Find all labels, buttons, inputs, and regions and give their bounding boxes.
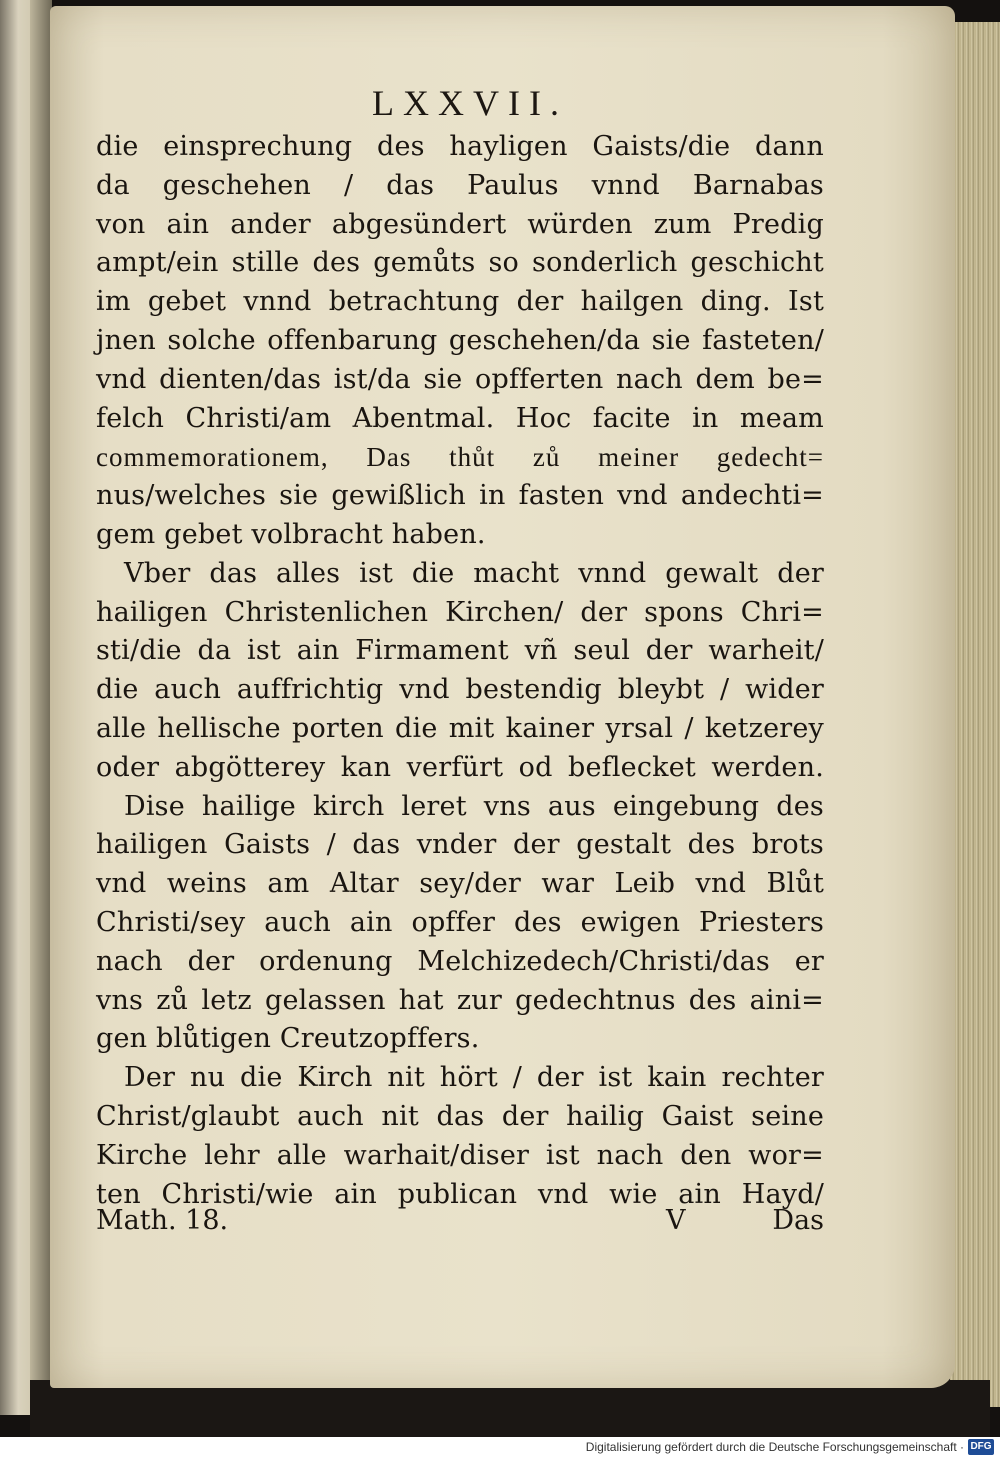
- text-line: da geschehen / das Paulus vnnd Barnabas: [96, 169, 824, 201]
- text-line: jnen solche offenbarung geschehen/da sie fasteten/: [96, 324, 824, 356]
- text-line: vnd dienten/das ist/da sie opfferten nach dem be=: [96, 363, 824, 395]
- page-bottom-row: [96, 1205, 824, 1245]
- text-line: gem gebet volbracht haben.: [96, 518, 486, 550]
- text-line: ampt/ein stille des gemůts so sonderlich geschicht: [96, 247, 824, 279]
- dfg-logo-icon: DFG: [968, 1439, 994, 1455]
- catchword: Das: [772, 1205, 824, 1236]
- text-line: oder abgötterey kan verfürt od beflecket werden.: [96, 751, 824, 783]
- text-line: Christ/glaubt auch nit das der hailig Gaist seine: [96, 1100, 824, 1132]
- book-gutter: [30, 0, 52, 1415]
- text-line: hailigen Christenlichen Kirchen/ der spons Chri=: [96, 596, 824, 628]
- text-line: von ain ander abgesündert würden zum Predig: [96, 208, 824, 240]
- text-line: Dise hailige kirch leret vns aus eingebung des: [124, 790, 824, 822]
- text-line: nach der ordenung Melchizedech/Christi/das er: [96, 945, 824, 977]
- funding-credit: Digitalisierung gefördert durch die Deutsche Forschungsgemeinschaft ·: [585, 1440, 964, 1454]
- text-line: vnd weins am Altar sey/der war Leib vnd Blůt: [96, 868, 824, 900]
- text-line: sti/die da ist ain Firmament vñ seul der warheit/: [96, 635, 824, 667]
- text-block: [96, 128, 824, 1214]
- text-line: Vber das alles ist die macht vnnd gewalt der: [124, 557, 824, 589]
- text-line: Der nu die Kirch nit hört / der ist kain rechter: [124, 1062, 824, 1094]
- text-line: gen blůtigen Creutzopffers.: [96, 1023, 480, 1055]
- text-line: felch Christi/am Abentmal. Hoc facite in meam: [96, 402, 824, 434]
- text-line: die auch auffrichtig vnd bestendig bleybt / wider: [96, 674, 824, 706]
- text-line: Kirche lehr alle warhait/diser ist nach den wor=: [96, 1139, 824, 1171]
- signature-mark: V: [666, 1205, 686, 1236]
- marginal-reference: Math. 18.: [96, 1205, 229, 1236]
- page-stack-edge: [950, 22, 1000, 1407]
- text-line: alle hellische porten die mit kainer yrsal / ketzerey: [96, 712, 824, 744]
- text-line: die einsprechung des hayligen Gaists/die dann: [96, 131, 824, 162]
- text-line: vns zů letz gelassen hat zur gedechtnus des aini=: [96, 984, 824, 1016]
- text-line: hailigen Gaists / das vnder der gestalt des brots: [96, 829, 824, 861]
- bottom-shadow: [30, 1380, 990, 1437]
- text-line: ten Christi/wie ain publican vnd wie ain Hayd/: [96, 1178, 824, 1210]
- footer-bar: [0, 1437, 1000, 1458]
- text-line: commemorationem, Das thůt zů meiner gedecht=: [96, 442, 824, 473]
- text-line: nus/welches sie gewißlich in fasten vnd andechti=: [96, 480, 824, 512]
- folio-number: LXXVII.: [372, 83, 568, 123]
- text-line: Christi/sey auch ain opffer des ewigen Priesters: [96, 906, 824, 938]
- text-line: im gebet vnnd betrachtung der hailgen ding. Ist: [96, 286, 824, 318]
